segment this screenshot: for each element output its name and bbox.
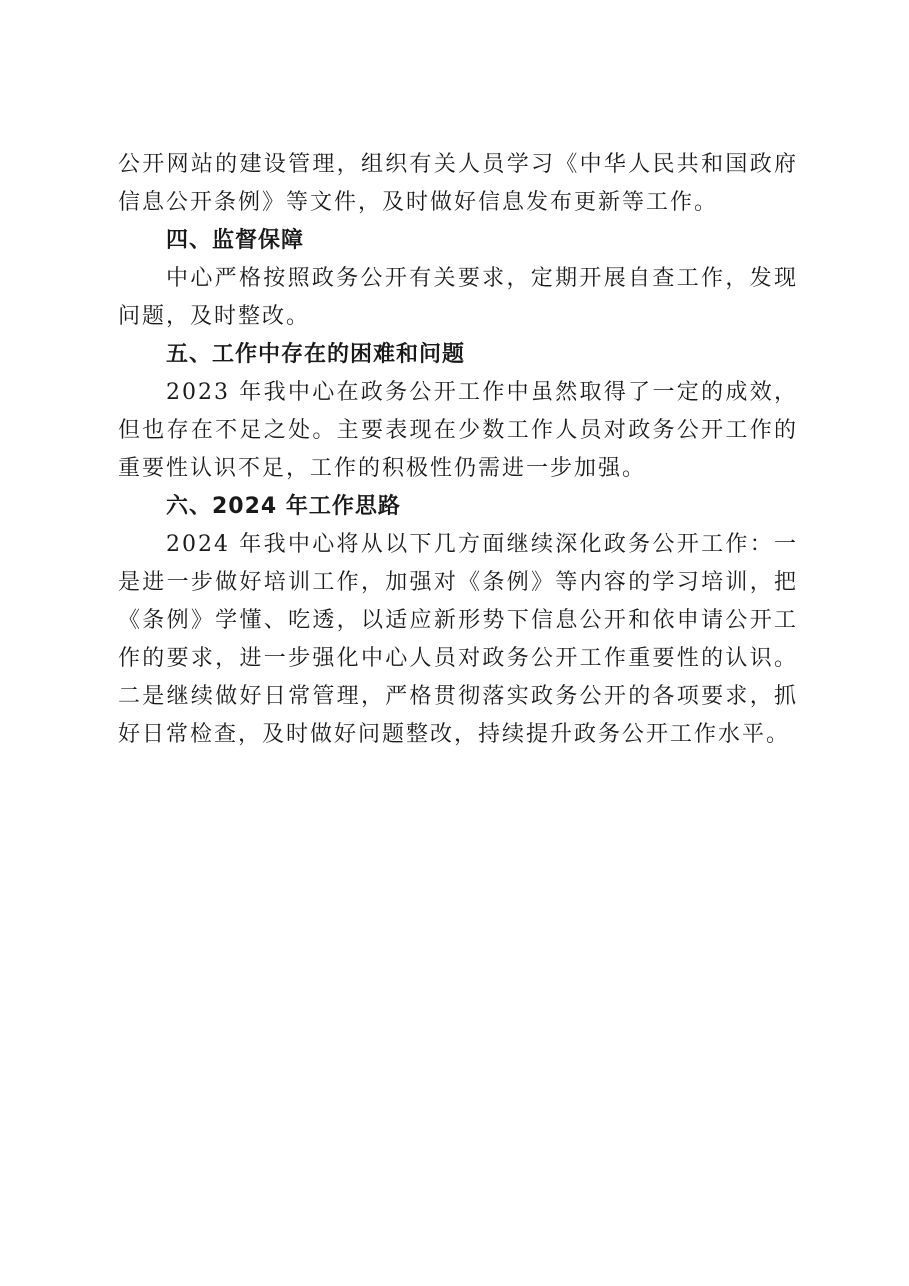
- body-paragraph: 公开网站的建设管理，组织有关人员学习《中华人民共和国政府信息公开条例》等文件，及时做好信息发布更新等工作。: [118, 152, 798, 215]
- document-body: [118, 146, 798, 754]
- body-paragraph: 2024 年我中心将从以下几方面继续深化政务公开工作：一是进一步做好培训工作，加强对《条例》等内容的学习培训，把《条例》学懂、吃透，以适应新形势下信息公开和依申请公开工作的要求，进一步强化中心人员对政务公开工作重要性的认识。二是继续做好日常管理，严格贯彻落实政务公开的各项要求，抓好日常检查，及时做好问题整改，持续提升政务公开工作水平。: [118, 532, 798, 747]
- body-paragraph: 中心严格按照政务公开有关要求，定期开展自查工作，发现问题，及时整改。: [118, 266, 798, 329]
- body-paragraph: 2023 年我中心在政务公开工作中虽然取得了一定的成效，但也存在不足之处。主要表现在少数工作人员对政务公开工作的重要性认识不足，工作的积极性仍需进一步加强。: [118, 380, 798, 481]
- section-heading-supervision: 四、监督保障: [166, 228, 305, 253]
- section-heading-2024-plan: 六、2024 年工作思路: [166, 494, 401, 519]
- section-heading-problems: 五、工作中存在的困难和问题: [166, 342, 466, 367]
